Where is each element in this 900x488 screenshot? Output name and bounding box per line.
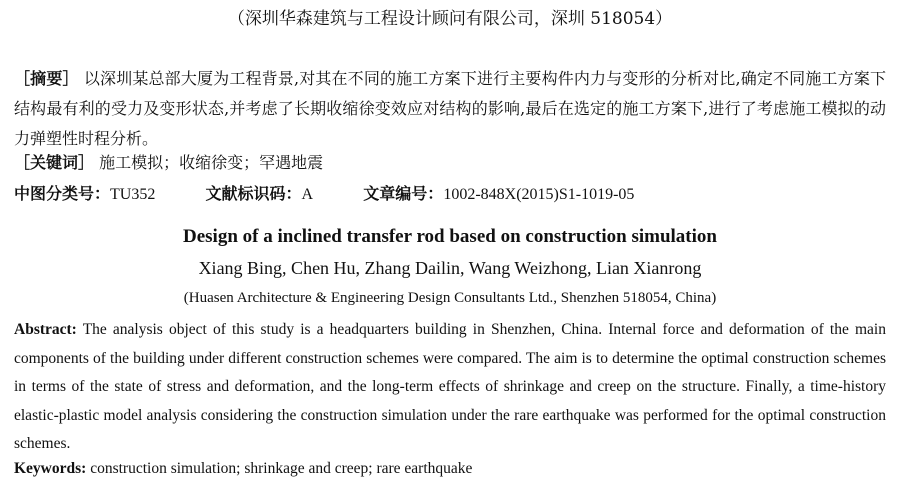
abstract-cn-text: 以深圳某总部大厦为工程背景,对其在不同的施工方案下进行主要构件内力与变形的分析对比,确定不同施工方案下结构最有利的受力及变形状态,并考虑了长期收缩徐变效应对结构的影响,最后在选定的施工方案下,进行了考虑施工模拟的动力弹塑性时程分析。	[14, 69, 886, 148]
doc-code-value: A	[301, 186, 314, 203]
affiliation-cn: （深圳华森建筑与工程设计顾问有限公司，深圳 518054）	[227, 9, 673, 29]
article-number-value: 1002-848X(2015)S1-1019-05	[443, 186, 635, 203]
keywords-en-text: construction simulation; shrinkage and creep; rare earthquake	[90, 460, 473, 477]
keywords-cn	[14, 150, 886, 173]
clc-label: 中图分类号：	[14, 184, 111, 203]
classification-line	[14, 181, 886, 204]
doc-code-label: 文献标识码：	[205, 184, 302, 203]
clc-value: TU352	[110, 186, 156, 203]
abstract-cn	[14, 64, 886, 154]
affiliation-en: (Huasen Architecture & Engineering Design Consultants Ltd., Shenzhen 518054, China)	[183, 290, 717, 306]
keywords-cn-label: ［关键词］	[14, 153, 95, 172]
keywords-en	[14, 460, 886, 478]
abstract-cn-label: ［摘要］	[14, 69, 79, 88]
abstract-en	[14, 316, 886, 459]
abstract-en-label: Abstract:	[14, 321, 77, 338]
article-number-label: 文章编号：	[363, 184, 444, 203]
authors-en: Xiang Bing, Chen Hu, Zhang Dailin, Wang Weizhong, Lian Xianrong	[198, 258, 702, 278]
title-en: Design of a inclined transfer rod based on construction simulation	[183, 226, 717, 247]
keywords-cn-text: 施工模拟；收缩徐变；罕遇地震	[99, 153, 324, 172]
abstract-en-text: The analysis object of this study is a headquarters building in Shenzhen, China. Internal force and deformation of the main components of the building under different construction schemes were compared. The aim is to determine the optimal construction schemes in terms of the state of stress and deformation, and the long-term effects of shrinkage and creep on the structure. Finally, a time-history elastic-plastic model analysis considering the construction simulation under the rare earthquake was performed for the optimal construction schemes.	[14, 321, 886, 452]
keywords-en-label: Keywords:	[14, 460, 87, 477]
